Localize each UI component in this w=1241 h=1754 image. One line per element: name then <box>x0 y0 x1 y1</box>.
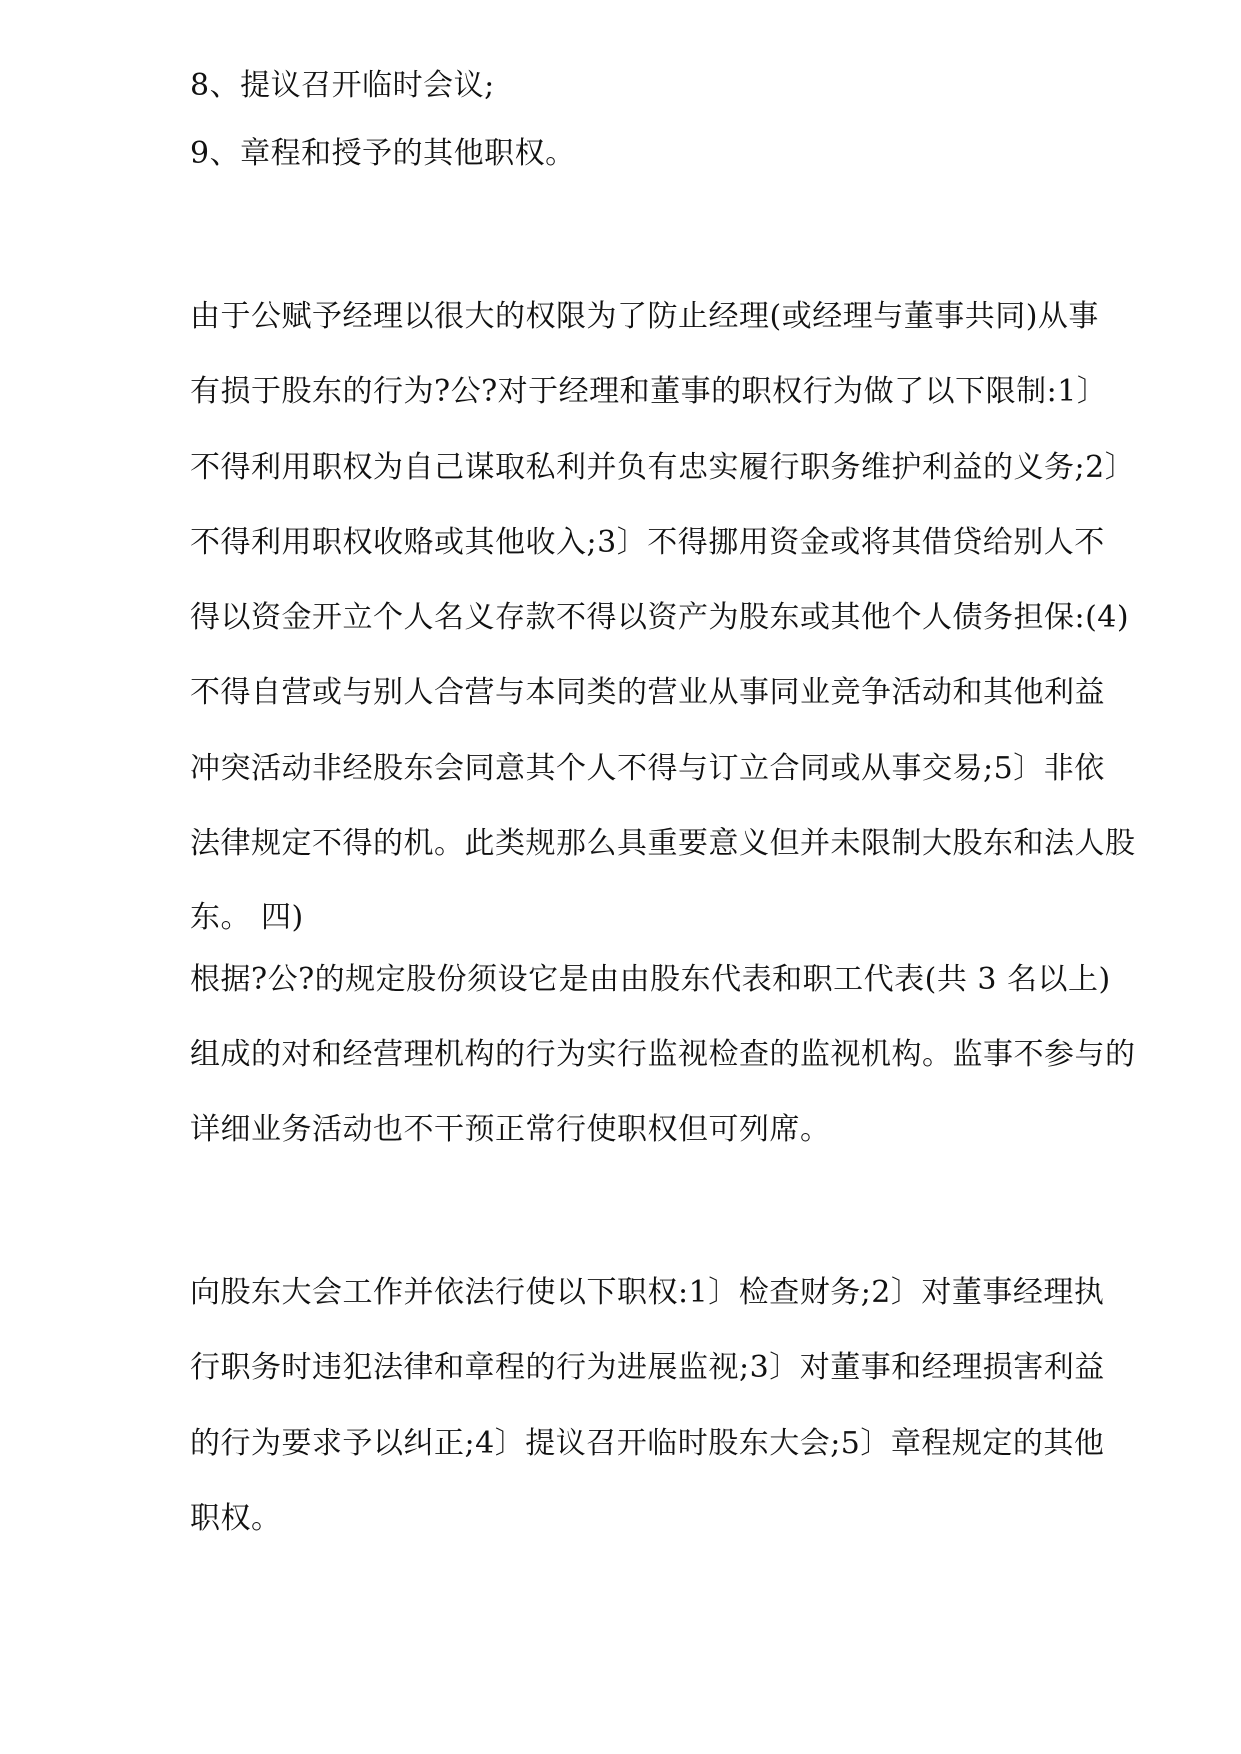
text-line-15: 向股东大会工作并依法行使以下职权:1〕检查财务;2〕对董事经理执 <box>190 1275 1105 1310</box>
text-line-12: 根据?公?的规定股份须设它是由由股东代表和职工代表(共 3 名以上) <box>190 962 1111 997</box>
text-line-16: 行职务时违犯法律和章程的行为进展监视;3〕对董事和经理损害利益 <box>190 1350 1105 1385</box>
text-line-11: 东。 四) <box>190 900 304 935</box>
text-line-2: 9、章程和授予的其他职权。 <box>190 136 576 171</box>
text-line-9: 冲突活动非经股东会同意其个人不得与订立合同或从事交易;5〕非依 <box>190 751 1105 786</box>
text-line-1: 8、提议召开临时会议; <box>190 68 495 103</box>
text-line-18: 职权。 <box>190 1501 282 1536</box>
text-line-14: 详细业务活动也不干预正常行使职权但可列席。 <box>190 1112 831 1147</box>
text-line-17: 的行为要求予以纠正;4〕提议召开临时股东大会;5〕章程规定的其他 <box>190 1426 1105 1461</box>
text-line-13: 组成的对和经营理机构的行为实行监视检查的监视机构。监事不参与的 <box>190 1037 1136 1072</box>
text-line-8: 不得自营或与别人合营与本同类的营业从事同业竞争活动和其他利益 <box>190 675 1105 710</box>
text-line-4: 有损于股东的行为?公?对于经理和董事的职权行为做了以下限制:1〕 <box>190 374 1108 409</box>
text-line-7: 得以资金开立个人名义存款不得以资产为股东或其他个人债务担保:(4) <box>190 600 1130 635</box>
text-line-3: 由于公赋予经理以很大的权限为了防止经理(或经理与董事共同)从事 <box>190 299 1099 334</box>
text-line-6: 不得利用职权收赂或其他收入;3〕不得挪用资金或将其借贷给别人不 <box>190 525 1105 560</box>
text-line-5: 不得利用职权为自己谋取私利并负有忠实履行职务维护利益的义务;2〕 <box>190 450 1136 485</box>
text-line-10: 法律规定不得的机。此类规那么具重要意义但并未限制大股东和法人股 <box>190 826 1136 861</box>
